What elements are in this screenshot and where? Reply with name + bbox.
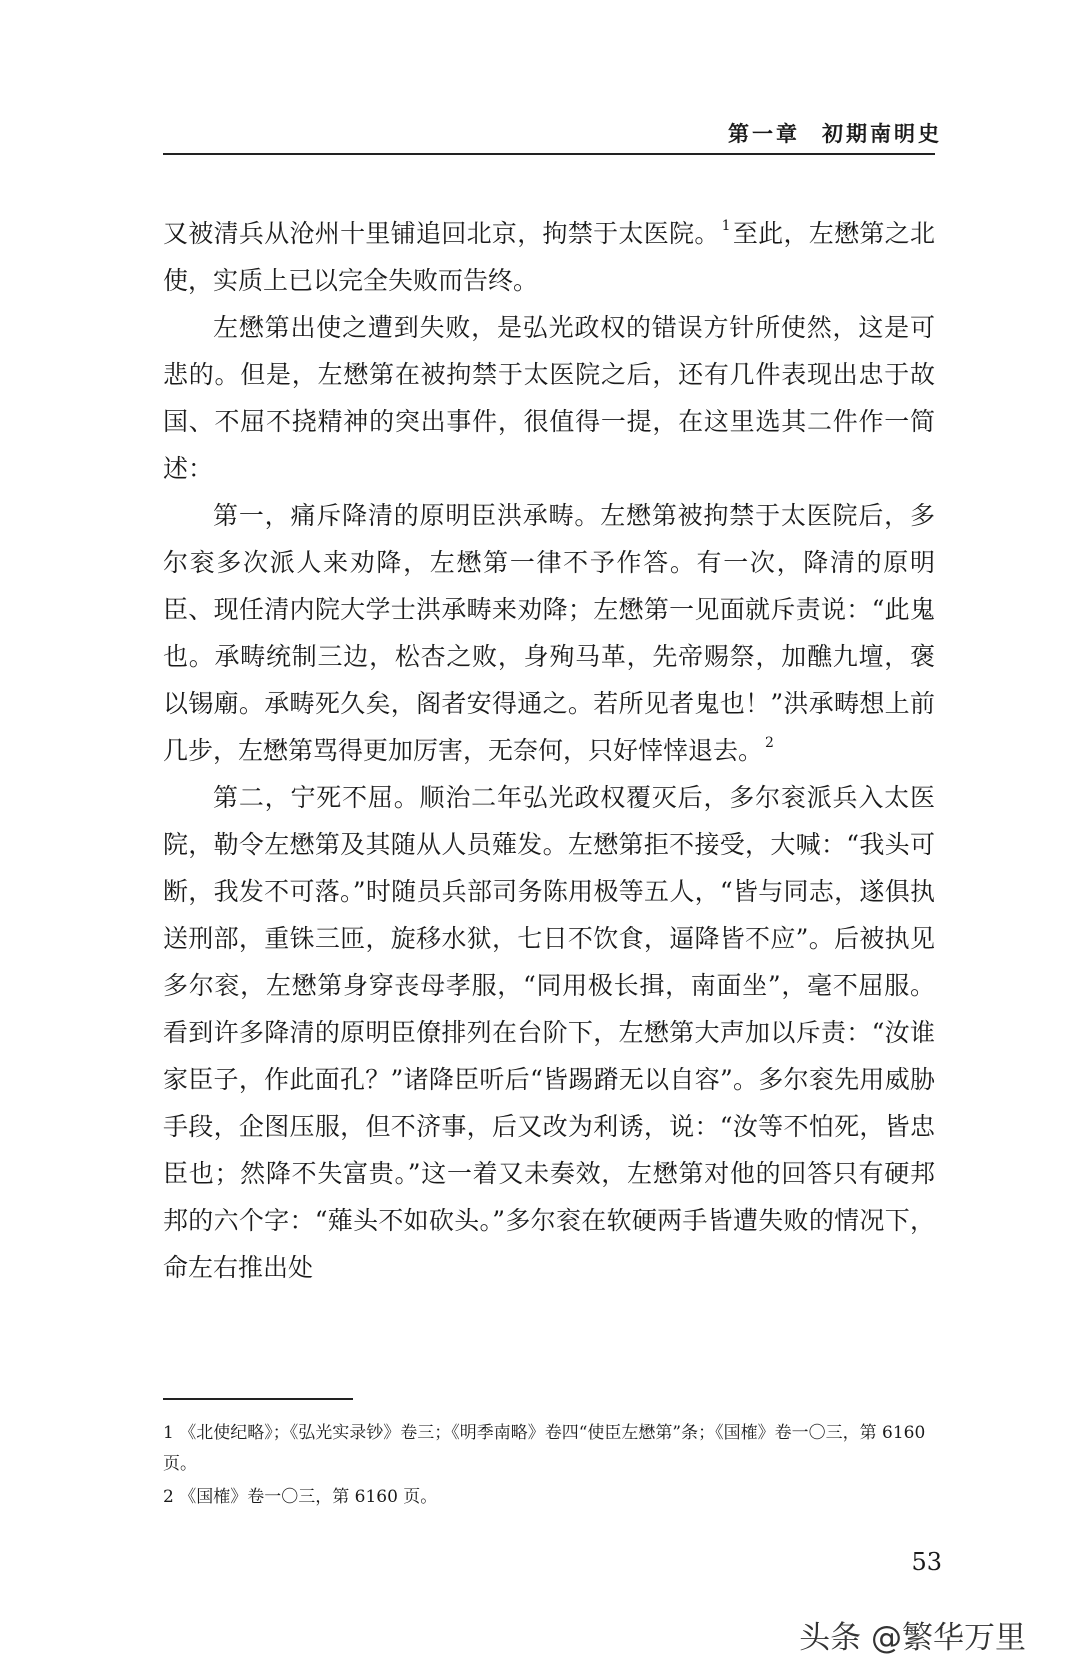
chapter-label: 第一章 xyxy=(728,122,800,146)
page-number: 53 xyxy=(911,1548,942,1576)
paragraph-3 xyxy=(163,492,935,774)
running-head xyxy=(728,118,942,148)
footnote-rule xyxy=(163,1398,353,1400)
paragraph-1-text-b: 至此，左懋第之北使，实质上已以完全失败而告终。 xyxy=(163,219,935,295)
paragraph-4: 第二，宁死不屈。顺治二年弘光政权覆灭后，多尔衮派兵入太医院，勒令左懋第及其随从人员薙发。左懋第拒不接受，大喊：“我头可断，我发不可落。”时随员兵部司务陈用极等五人，“皆与同志，遂俱执送刑部，重铢三匝，旋移水狱，七日不饮食，逼降皆不应”。后被执见多尔衮，左懋第身穿丧母孝服，“同用极长揖，南面坐”，毫不屈服。看到许多降清的原明臣僚排列在台阶下，左懋第大声加以斥责：“汝谁家臣子，作此面孔？”诸降臣听后“皆踢蹐无以自容”。多尔衮先用威胁手段，企图压服，但不济事，后又改为利诱，说：“汝等不怕死，皆忠臣也；然降不失富贵。”这一着又未奏效，左懋第对他的回答只有硬邦邦的六个字：“薙头不如砍头。”多尔衮在软硬两手皆遭失败的情况下，命左右推出处 xyxy=(163,783,935,1282)
paragraph-3-text: 第一，痛斥降清的原明臣洪承畴。左懋第被拘禁于太医院后，多尔衮多次派人来劝降，左懋第一律不予作答。有一次，降清的原明臣、现任清内院大学士洪承畴来劝降；左懋第一见面就斥责说：“此鬼也。承畴统制三边，松杏之败，身殉马革，先帝赐祭，加醮九壇，褒以锡廟。承畴死久矣，阁者安得通之。若所见者鬼也！”洪承畴想上前几步，左懋第骂得更加厉害，无奈何，只好悻悻退去。 xyxy=(163,501,935,765)
chapter-title: 初期南明史 xyxy=(822,122,942,146)
paragraph-1 xyxy=(163,210,935,304)
footnotes xyxy=(163,1418,935,1515)
watermark: 头条 @繁华万里 xyxy=(799,1620,1026,1656)
footnote-2: 2 《国榷》卷一〇三，第 6160 页。 xyxy=(163,1487,438,1507)
header-rule xyxy=(163,153,935,155)
paragraph-2: 左懋第出使之遭到失败，是弘光政权的错误方针所使然，这是可悲的。但是，左懋第在被拘禁于太医院之后，还有几件表现出忠于故国、不屈不挠精神的突出事件，很值得一提，在这里选其二件作一简述： xyxy=(163,313,935,483)
footnote-ref-2: 2 xyxy=(765,735,774,751)
footnote-ref-1: 1 xyxy=(721,218,731,234)
paragraph-1-text-a: 又被清兵从沧州十里铺追回北京，拘禁于太医院。 xyxy=(163,219,720,248)
body-text xyxy=(163,210,935,1291)
footnote-1: 1 《北使纪略》；《弘光实录钞》卷三；《明季南略》卷四“使臣左懋第”条；《国榷》卷一〇三，第 6160 页。 xyxy=(163,1423,926,1474)
